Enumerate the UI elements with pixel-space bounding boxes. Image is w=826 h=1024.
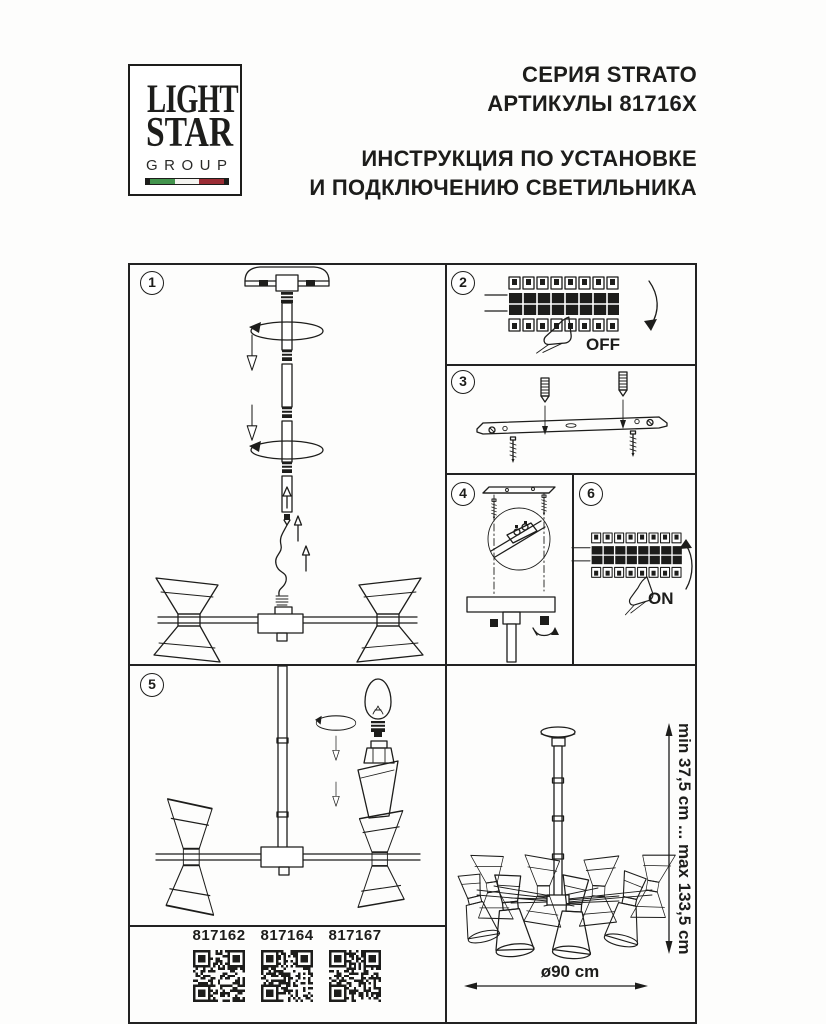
step3-diagram (447, 366, 695, 471)
shade (357, 578, 423, 662)
rod (553, 746, 564, 896)
shade-cone-exploded (358, 761, 398, 818)
shade (470, 851, 514, 924)
candle-bulb (365, 679, 391, 737)
height-dimension-arrow (666, 723, 673, 954)
logo-word-light: LIGHT (147, 76, 238, 121)
chandelier-body (156, 847, 420, 875)
down-arrow-icon (333, 782, 340, 806)
qr-article-number: 817164 (260, 927, 314, 944)
diameter-label: ø90 cm (540, 962, 600, 981)
shade (358, 811, 404, 908)
curved-arrow-down-icon (644, 281, 657, 331)
rod (277, 666, 288, 848)
screw-icon (630, 431, 636, 457)
step-3-badge: 3 (451, 370, 475, 394)
series-title-block (487, 60, 697, 118)
ceiling-canopy (245, 267, 329, 303)
rotation-arrow-icon (315, 716, 356, 730)
qr-article-number: 817167 (328, 927, 382, 944)
step-1-badge: 1 (140, 271, 164, 295)
canopy-plate (467, 597, 555, 662)
qr-article-number: 817162 (192, 927, 246, 944)
screw-icon (510, 437, 516, 463)
step5-diagram (130, 666, 443, 923)
articles-title: АРТИКУЛЫ 81716X (487, 91, 697, 116)
mounting-bracket (477, 417, 667, 434)
shade (166, 799, 214, 915)
instruction-title-line1: ИНСТРУКЦИЯ ПО УСТАНОВКЕ (361, 146, 697, 171)
step1-diagram (130, 265, 443, 660)
diameter-dimension-arrow (464, 983, 648, 990)
rotation-arrow-icon (533, 627, 559, 636)
qr-grid (261, 950, 313, 1002)
chandelier-body (158, 614, 417, 641)
qr-code-strip (130, 927, 443, 1002)
power-on-label: ON (648, 589, 674, 608)
instruction-title-block (309, 144, 697, 202)
italian-flag-stripe (145, 178, 229, 185)
ceiling-bracket (483, 487, 555, 493)
wall-anchor-icon (619, 372, 627, 396)
circuit-breaker (572, 533, 682, 577)
series-title: СЕРИЯ STRATO (522, 62, 697, 87)
step-4-badge: 4 (451, 482, 475, 506)
screw-icon (492, 499, 497, 520)
lightstar-logo (128, 64, 242, 196)
screw-icon (542, 495, 547, 516)
wire (275, 525, 292, 618)
step2-diagram (447, 265, 695, 362)
qr-item (329, 927, 381, 1002)
lamp-socket (364, 741, 394, 763)
power-off-label: OFF (586, 335, 620, 354)
ceiling-canopy (541, 727, 575, 746)
wall-anchor-icon (541, 378, 549, 402)
nut (490, 619, 498, 627)
instruction-title-line2: И ПОДКЛЮЧЕНИЮ СВЕТИЛЬНИКА (309, 175, 697, 200)
qr-grid (329, 950, 381, 1002)
down-arrow-icon (247, 405, 257, 440)
logo-word-group: GROUP (146, 157, 234, 174)
step-2-badge: 2 (451, 271, 475, 295)
step-5-badge: 5 (140, 673, 164, 697)
magnifier-detail (488, 508, 550, 570)
down-arrow-icon (247, 335, 257, 370)
circuit-breaker (485, 277, 619, 331)
down-arrow-icon (333, 736, 340, 760)
qr-item (193, 927, 245, 1002)
height-range-label: min 37,5 cm ... max 133,5 cm (675, 723, 694, 955)
rod-sections (282, 303, 292, 525)
qr-item (261, 927, 313, 1002)
logo-word-star: STAR (146, 110, 234, 156)
step-6-badge: 6 (579, 482, 603, 506)
up-arrow-icon (295, 516, 310, 571)
shade (154, 578, 220, 662)
qr-grid (193, 950, 245, 1002)
nut (540, 616, 549, 625)
